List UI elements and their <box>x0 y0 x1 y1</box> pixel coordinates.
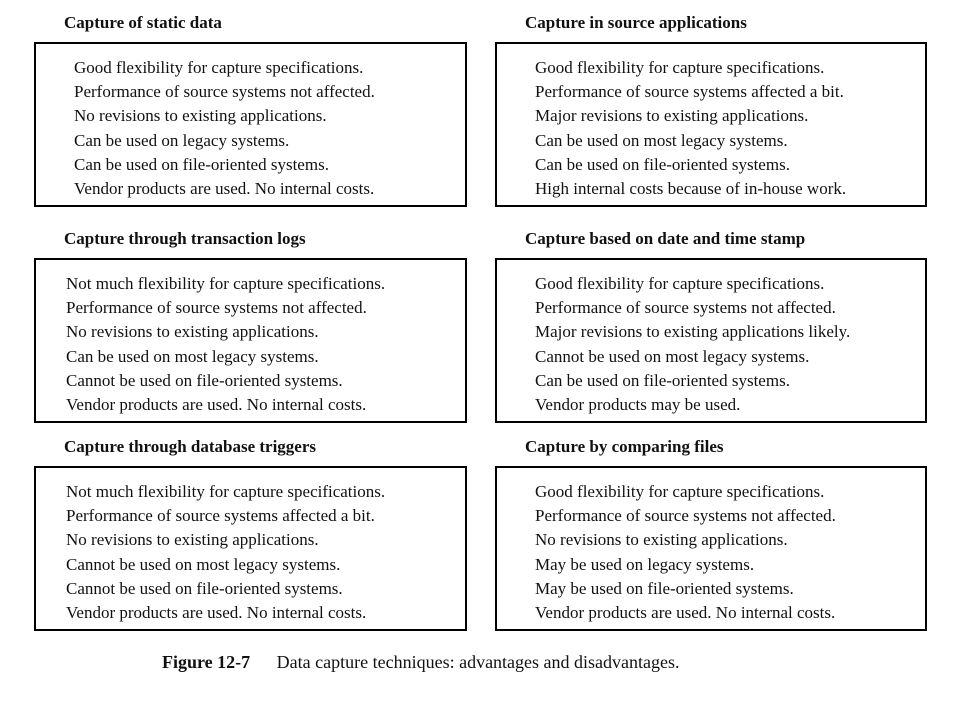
panel-line: Can be used on legacy systems. <box>74 130 290 150</box>
panel-line: Not much flexibility for capture specifications. <box>66 482 386 501</box>
panel-box <box>495 42 927 207</box>
panel-line: May be used on file-oriented systems. <box>535 578 794 598</box>
panel-line: No revisions to existing applications. <box>535 530 788 550</box>
panel-line: Good flexibility for capture specifications. <box>535 482 825 501</box>
panel-line: Major revisions to existing applications. <box>535 106 809 126</box>
panel-line: Can be used on file-oriented systems. <box>535 154 790 174</box>
panel-line: Good flexibility for capture specifications. <box>535 58 825 77</box>
panel-line: Cannot be used on file-oriented systems. <box>66 370 343 390</box>
panel-line: Vendor products are used. No internal costs. <box>66 395 367 415</box>
figure-label: Figure 12-7 <box>162 652 251 672</box>
panel-line: Performance of source systems not affected. <box>74 82 375 102</box>
panel-line: No revisions to existing applications. <box>66 322 319 342</box>
panel-title: Capture by comparing files <box>525 437 724 456</box>
panel-box <box>34 466 467 631</box>
panel-line: Can be used on file-oriented systems. <box>535 370 790 390</box>
panel-line: Cannot be used on most legacy systems. <box>66 554 341 574</box>
panel-line: Cannot be used on most legacy systems. <box>535 346 810 366</box>
panel-line: May be used on legacy systems. <box>535 554 755 574</box>
panel-line: Good flexibility for capture specifications. <box>74 58 364 77</box>
panel-line: Performance of source systems affected a bit. <box>535 82 844 102</box>
panel-line: Major revisions to existing applications likely. <box>535 322 851 342</box>
panel-title: Capture based on date and time stamp <box>525 229 806 248</box>
panel-line: Performance of source systems affected a bit. <box>66 506 375 526</box>
panel-line: Good flexibility for capture specifications. <box>535 274 825 293</box>
panel-line: Can be used on most legacy systems. <box>535 130 788 150</box>
panel-line: No revisions to existing applications. <box>74 106 327 126</box>
figure-caption-text: Data capture techniques: advantages and disadvantages. <box>276 652 680 672</box>
panel-line: High internal costs because of in-house work. <box>535 179 847 199</box>
panel-line: Can be used on file-oriented systems. <box>74 154 329 174</box>
panel-line: Vendor products may be used. <box>535 395 741 415</box>
panel-line: Vendor products are used. No internal costs. <box>535 603 836 623</box>
panel-box <box>495 258 927 423</box>
panel-line: Can be used on most legacy systems. <box>66 346 319 366</box>
panel-box <box>495 466 927 631</box>
panel-line: Not much flexibility for capture specifications. <box>66 274 386 293</box>
panel-line: Performance of source systems not affected. <box>535 298 836 318</box>
panel-line: No revisions to existing applications. <box>66 530 319 550</box>
panel-line: Cannot be used on file-oriented systems. <box>66 578 343 598</box>
panel-title: Capture of static data <box>64 13 222 32</box>
panel-line: Performance of source systems not affected. <box>535 506 836 526</box>
panel-box <box>34 258 467 423</box>
panel-line: Vendor products are used. No internal costs. <box>74 179 375 199</box>
panel-box <box>34 42 467 207</box>
figure-caption <box>162 651 680 673</box>
panel-line: Performance of source systems not affected. <box>66 298 367 318</box>
panel-line: Vendor products are used. No internal costs. <box>66 603 367 623</box>
panel-title: Capture in source applications <box>525 13 747 32</box>
panel-title: Capture through transaction logs <box>64 229 306 248</box>
panel-title: Capture through database triggers <box>64 437 317 456</box>
